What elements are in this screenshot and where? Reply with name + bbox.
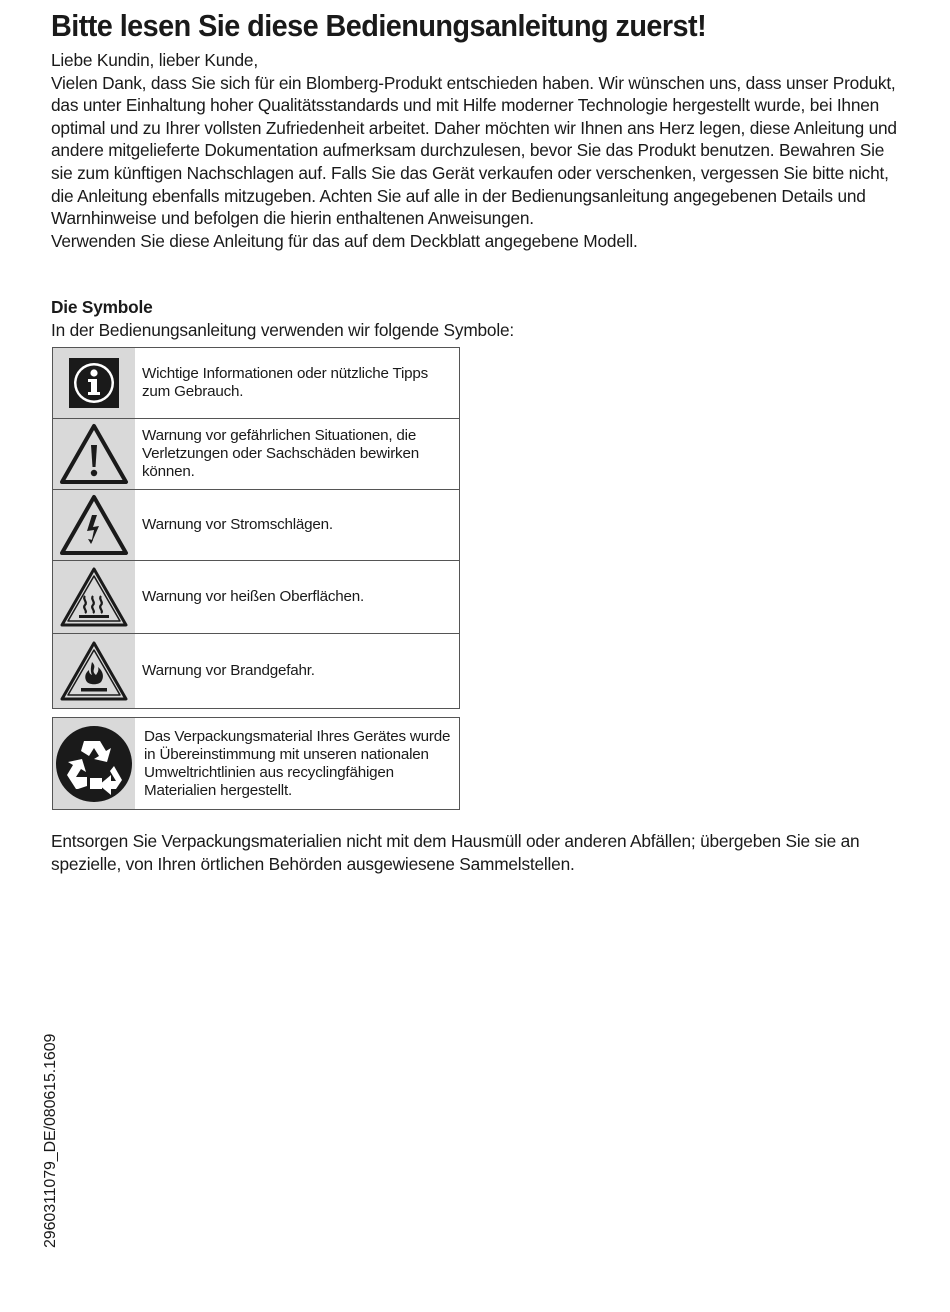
disposal-note: Entsorgen Sie Verpackungsmaterialien nicht mit dem Hausmüll oder anderen Abfällen; übergeben Sie sie an spezielle, von Ihren örtlichen Behörden ausgewiesene Sammelstellen. xyxy=(51,831,860,874)
symbol-text: Wichtige Informationen oder nützliche Tipps zum Gebrauch. xyxy=(142,365,429,400)
electric-shock-icon xyxy=(53,490,135,560)
greeting: Liebe Kundin, lieber Kunde, xyxy=(51,50,258,70)
symbol-text: Warnung vor Brandgefahr. xyxy=(142,662,315,679)
fire-hazard-icon xyxy=(53,634,135,708)
recycling-text: Das Verpackungsmaterial Ihres Gerätes wurde in Übereinstimmung mit unseren nationalen Umweltrichtlinien aus recyclingfähigen Materialien hergestellt. xyxy=(144,727,451,799)
symbol-row-hot-surface xyxy=(53,560,459,633)
recycling-icon xyxy=(53,718,135,809)
symbol-row-info xyxy=(53,348,459,418)
symbols-heading: Die Symbole xyxy=(51,297,153,317)
symbols-table xyxy=(52,347,460,709)
hot-surface-icon xyxy=(53,561,135,633)
symbol-text: Warnung vor gefährlichen Situationen, die Verletzungen oder Sachschäden bewirken können. xyxy=(142,427,419,480)
symbol-row-fire xyxy=(53,633,459,708)
warning-icon xyxy=(53,419,135,489)
intro-section xyxy=(51,49,906,252)
symbol-text: Warnung vor heißen Oberflächen. xyxy=(142,588,365,605)
symbol-row-warning xyxy=(53,418,459,489)
symbol-row-electric xyxy=(53,489,459,560)
symbol-text: Warnung vor Stromschlägen. xyxy=(142,516,333,533)
intro-paragraph: Vielen Dank, dass Sie sich für ein Blomberg-Produkt entschieden haben. Wir wünschen uns, dass unser Produkt, das unter Einhaltung hoher Qualitätsstandards und mit Hilfe moderner Technologie hergestellt wurde, bei Ihnen optimal und zu Ihrer vollsten Zufriedenheit arbeitet. Daher möchten wir Ihnen ans Herz legen, diese Anleitung und andere mitgelieferte Dokumentation aufmerksam durchzulesen, bevor Sie das Produkt benutzen. Bewahren Sie sie zum künftigen Nachschlagen auf. Falls Sie das Gerät verkaufen oder verschenken, vergessen Sie bitte nicht, die Anleitung ebenfalls mitzugeben. Achten Sie auf alle in der Bedienungsanleitung angegebenen Details und Warnhinweise und befolgen die hierin enthaltenen Anweisungen. xyxy=(51,72,897,229)
info-icon xyxy=(53,348,135,418)
recycling-box xyxy=(52,717,460,810)
model-note: Verwenden Sie diese Anleitung für das auf dem Deckblatt angegebene Modell. xyxy=(51,230,638,251)
symbols-subheading: In der Bedienungsanleitung verwenden wir folgende Symbole: xyxy=(51,320,514,340)
page-title: Bitte lesen Sie diese Bedienungsanleitung zuerst! xyxy=(51,8,707,43)
document-number: 2960311079_DE/080615.1609 xyxy=(42,1033,59,1248)
